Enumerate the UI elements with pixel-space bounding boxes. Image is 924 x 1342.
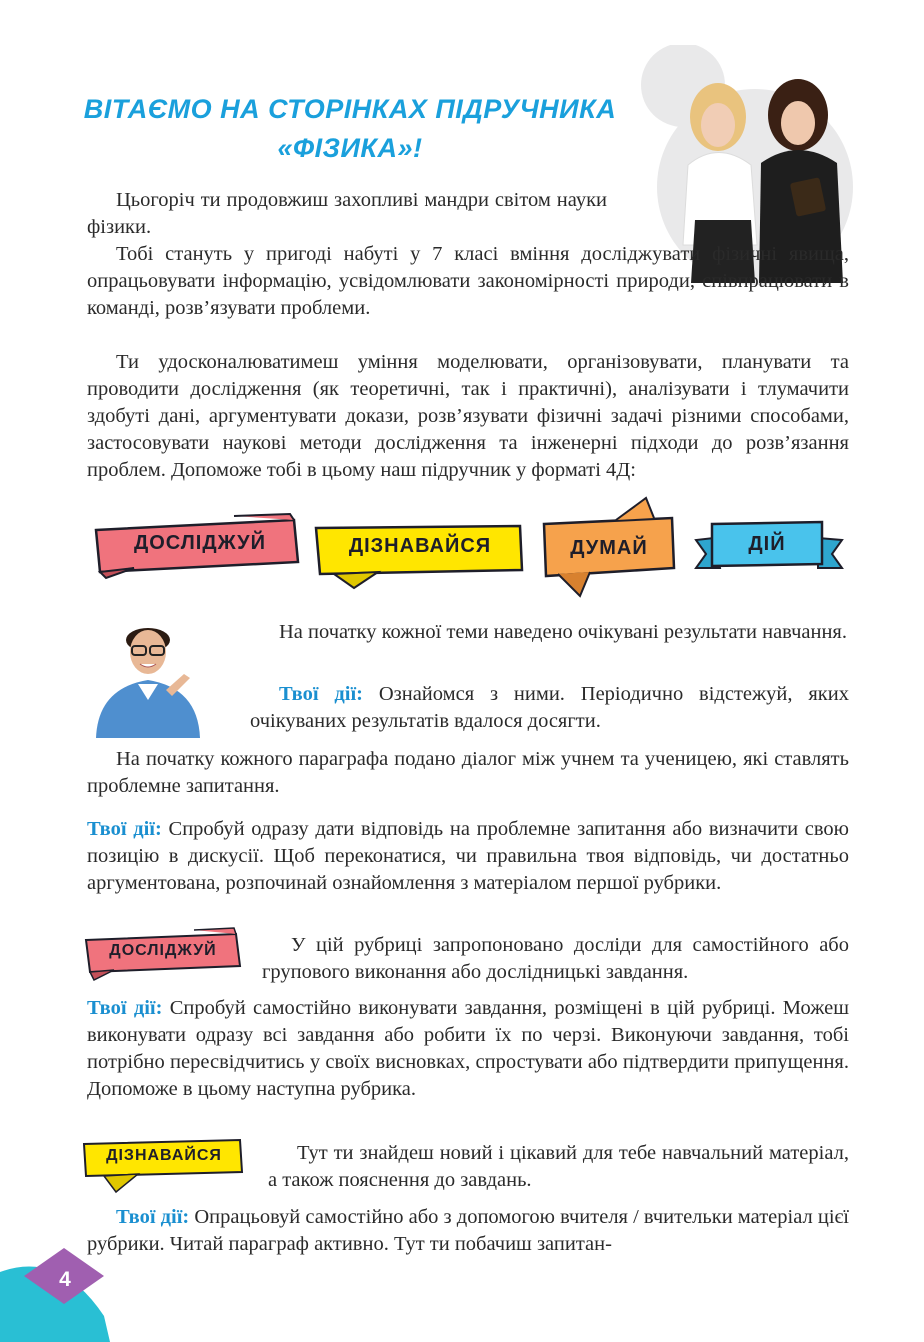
your-actions-label: Твої дії: [87,997,163,1019]
ribbon-explore-label: ДОСЛІДЖУЙ [134,532,266,554]
intro-paragraph-3: Ти удосконалюватимеш уміння моделювати, організовувати, планувати та проводити дослідження (як теоретичні, так і практичні), аналізувати і тлумачити здобуті дані, аргументувати докази, розв’язувати фізичні задачі різними способами, застосовувати наукові методи дослідження та інженерні підходи до розв’язання проблем. Допоможе тобі в цьому наш підручник у форматі 4Д: [87,351,849,481]
results-description: На початку кожної теми наведено очікувані результати навчання. [279,621,847,643]
page-number: 4 [59,1268,71,1291]
ribbon-learn-label: ДІЗНАВАЙСЯ [348,535,492,557]
explore-description: У цій рубриці запропоновано досліди для самостійного або групового виконання або дослідницькі завдання. [262,934,849,983]
learn-actions-text: Опрацьовуй самостійно або з допомогою вчителя / вчительки матеріал цієї рубрики. Читай параграф активно. Тут ти побачиш запитан- [87,1206,850,1255]
ribbon-act-label: ДІЙ [748,533,786,555]
your-actions-label: Твої дії: [279,683,363,705]
explore-actions [87,995,849,1103]
intro-paragraph-2-text: Тобі стануть у пригоді набуті у 7 класі вміння досліджувати фізичні явища, опрацьовувати інформацію, усвідомлювати закономірності природи, співпрацювати в команді, розв’язувати проблеми. [87,243,849,319]
rubric-learn-label: ДІЗНАВАЙСЯ [106,1147,222,1164]
page-corner-decoration [0,1242,140,1342]
dialog-description: На початку кожного параграфа подано діалог між учнем та ученицею, які ставлять проблемне запитання. [87,748,849,797]
intro-paragraph-2 [87,241,849,322]
dialog-actions [87,816,849,897]
explore-actions-text: Спробуй самостійно виконувати завдання, розміщені в цій рубриці. Можеш виконувати одразу всі завдання або робити їх по черзі. Виконуючи завдання, тобі потрібно пересвідчитись у своїх висновках, спростувати або підтвердити припущення. Допоможе в цьому наступна рубрика. [87,997,849,1100]
rubric-learn-ribbon [82,1136,246,1196]
ribbon-think-label: ДУМАЙ [570,537,648,559]
rubric-explore-label: ДОСЛІДЖУЙ [109,942,217,959]
learn-description: Тут ти знайдеш новий і цікавий для тебе навчальний матеріал, а також пояснення до завдань. [268,1142,849,1191]
your-actions-label: Твої дії: [87,818,162,840]
learn-actions [87,1204,849,1258]
results-actions [250,681,849,735]
page-title-line2: «ФІЗИКА»! [277,133,423,163]
student-boy-photo [88,604,206,738]
intro-paragraph-1: Цьогоріч ти продовжиш захопливі мандри світом науки фізики. [87,189,607,238]
results-actions-text: Ознайомся з ними. Періодично відстежуй, яких очікуваних результатів вдалося досягти. [250,683,849,732]
your-actions-label: Твої дії: [116,1206,190,1228]
dialog-actions-text: Спробуй одразу дати відповідь на проблемне запитання або визначити свою позицію в дискусії. Щоб переконатися, чи правильна твоя відповідь, чи достатньо аргументована, розпочинай ознайомлення з матеріалом першої рубрики. [87,818,849,894]
page-title-line1: ВІТАЄМО НА СТОРІНКАХ ПІДРУЧНИКА [83,94,617,124]
